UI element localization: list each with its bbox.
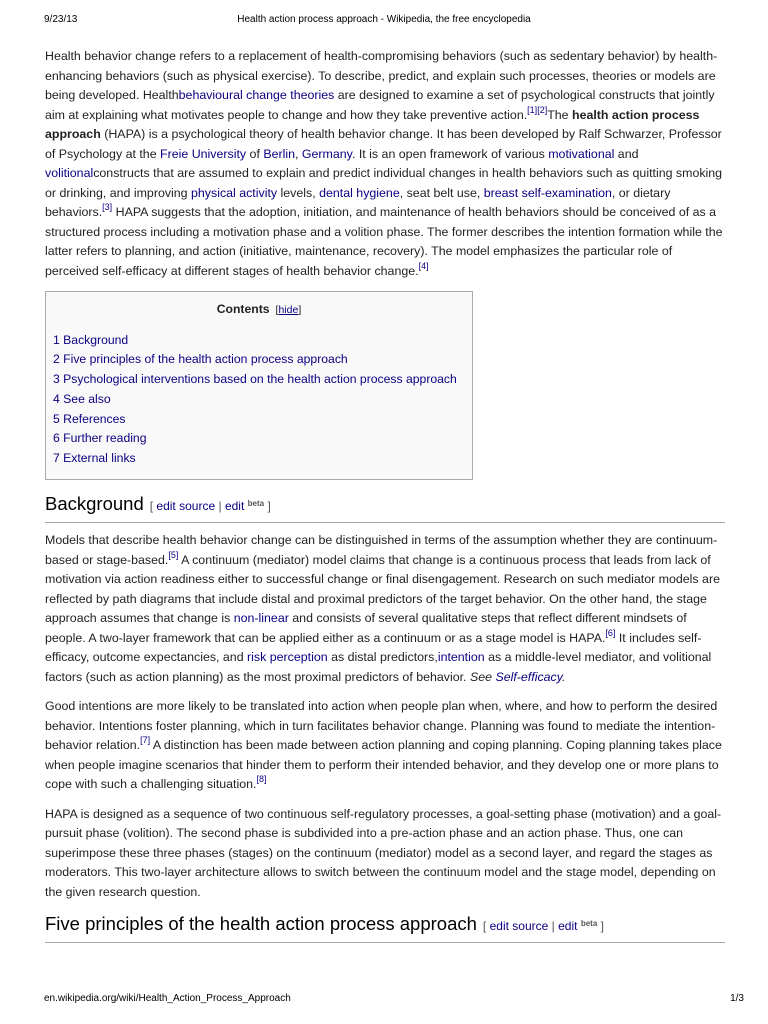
ref-4[interactable]: [4]	[418, 260, 429, 271]
link-self-efficacy[interactable]: Self-efficacy	[495, 669, 563, 684]
print-footer	[0, 993, 768, 1007]
ref-2[interactable]: [2]	[537, 104, 548, 115]
ref-1[interactable]: [1]	[527, 104, 538, 115]
ref-3[interactable]: [3]	[102, 202, 113, 212]
edit-beta-link-2[interactable]: edit $^{beta}$	[558, 919, 598, 934]
intro-paragraph: Health behavior change refers to a replacement of health-compromising behaviors (such as sedentary behavior) by health-enhancing behaviors (such as physical exercise). To describe, predict, and explain such processes, theories or models are being developed. Healthbehavioural change theories are designed to examine a set of psychological constructs that jointly aim at explaining what motivates people to change and how they take preventive action.[1][2]The health action process approach (HAPA) is a psychological theory of health behavior change. It has been developed by Ralf Schwarzer, Professor of Psychology at the Freie University of Berlin, Germany. It is an open framework of various motivational and volitionalconstructs that are assumed to explain and predict individual changes in health behaviors such as quitting smoking or drinking, and improving physical activity levels, dental hygiene, seat belt use, breast self-examination, or dietary behaviors.[3] HAPA suggests that the adoption, initiation, and maintenance of health behaviors should be conceived of as a structured process including a motivation phase and a volition phase. The former describes the intention formation while the latter refers to planning, and action (initiative, maintenance, recovery). The model emphasizes the particular role of perceived self-efficacy at different stages of health behavior change.[4]	[45, 49, 723, 278]
section-edit-links-2: [ edit source | edit $^{beta}$ ]	[482, 919, 604, 934]
link-risk-perception[interactable]: risk perception	[247, 650, 328, 665]
toc-item-further-reading[interactable]: 6 Further reading	[53, 431, 147, 446]
toc-item-background[interactable]: 1 Background	[53, 332, 129, 347]
toc-item-five-principles[interactable]: 2 Five principles of the health action process approach	[53, 352, 348, 367]
toc-item-see-also[interactable]: 4 See also	[53, 391, 111, 406]
toc-hide-link[interactable]: hide	[278, 304, 299, 316]
link-germany[interactable]: Germany	[301, 146, 352, 161]
link-volitional[interactable]: volitional	[45, 166, 94, 180]
ref-5[interactable]: [5]	[168, 549, 179, 560]
print-page-title: Health action process approach - Wikipedia, the free encyclopedia	[237, 14, 531, 25]
ref-6[interactable]: [6]	[605, 627, 616, 638]
edit-beta-link[interactable]: edit $^{beta}$	[224, 499, 265, 514]
link-non-linear[interactable]: non-linear	[233, 611, 289, 626]
link-berlin[interactable]: Berlin	[263, 146, 296, 161]
section-edit-links: [ edit source | edit $^{beta}$ ]	[149, 499, 271, 514]
table-of-contents	[45, 291, 473, 480]
toc-list	[46, 331, 472, 470]
ref-7[interactable]: [7]	[140, 735, 151, 746]
edit-source-link[interactable]: edit source	[156, 499, 216, 514]
edit-source-link-2[interactable]: edit source	[489, 919, 549, 934]
print-header	[0, 14, 768, 30]
toc-title: Contents [hide]	[216, 302, 302, 316]
link-motivational[interactable]: motivational	[548, 146, 615, 161]
link-dental-hygiene[interactable]: dental hygiene	[319, 185, 400, 200]
section-heading-five-principles: Five principles of the health action process approach [ edit source | edit $^{beta}$ ]	[45, 912, 725, 943]
toc-item-references[interactable]: 5 References	[53, 411, 126, 426]
section-heading-background: Background [ edit source | edit $^{beta}$ ]	[45, 492, 725, 523]
background-paragraph-2: Good intentions are more likely to be translated into action when people plan when, where, and how to perform the desired behavior. Intentions foster planning, which in turn facilitates behavior change. Planning was found to mediate the intention-behavior relation.[7] A distinction has been made between action planning and coping planning. Coping planning takes place when people imagine scenarios that hinder them to perform their intended behavior, and they develop one or more plans to cope with such a challenging situation.[8]	[45, 699, 722, 792]
link-freie-university[interactable]: Freie University	[160, 146, 247, 161]
link-intention[interactable]: intention	[437, 650, 485, 665]
link-breast-self-examination[interactable]: breast self-examination	[483, 185, 612, 200]
link-physical-activity[interactable]: physical activity	[191, 185, 278, 200]
toc-item-psychological-interventions[interactable]: 3 Psychological interventions based on the health action process approach	[53, 372, 457, 387]
article-content	[45, 47, 725, 951]
background-paragraph-1: Models that describe health behavior change can be distinguished in terms of the assumption whether they are continuum-based or stage-based.[5] A continuum (mediator) model claims that change is a continuous process that leads from lack of motivation via action readiness either to successful change or final disengagement. Research on such mediator models are reflected by path diagrams that include distal and proximal predictors of the target behavior. On the other hand, the stage approach assumes that change is non-linear and consists of several qualitative steps that reflect different mindsets of people. A two-layer framework that can be applied either as a continuum or as a stage model is HAPA.[6] It includes self-efficacy, outcome expectancies, and risk perception as distal predictors,intention as a middle-level mediator, and volitional factors (such as action planning) as the most proximal predictors of behavior. See Self-efficacy.	[45, 533, 720, 684]
article-subject: health action process approach	[45, 107, 700, 141]
print-url: en.wikipedia.org/wiki/Health_Action_Process_Approach	[44, 993, 291, 1004]
toc-item-external-links[interactable]: 7 External links	[53, 451, 136, 466]
print-page-number: 1/3	[730, 993, 744, 1004]
print-date: 9/23/13	[44, 14, 78, 25]
ref-8[interactable]: [8]	[256, 774, 267, 785]
toc-hide-toggle: [hide]	[275, 304, 302, 316]
link-behavioural-change-theories[interactable]: behavioural change theories	[178, 88, 335, 102]
background-paragraph-3: HAPA is designed as a sequence of two continuous self-regulatory processes, a goal-setting phase (motivation) and a goal-pursuit phase (volition). The second phase is subdivided into a pre-action phase and an action phase. Thus, one can superimpose these three phases (stages) on the continuum (mediator) model as a second layer, and regard the stages as moderators. This two-layer architecture allows to switch between the continuum model and the stage model, depending on the given research question.	[45, 806, 722, 899]
